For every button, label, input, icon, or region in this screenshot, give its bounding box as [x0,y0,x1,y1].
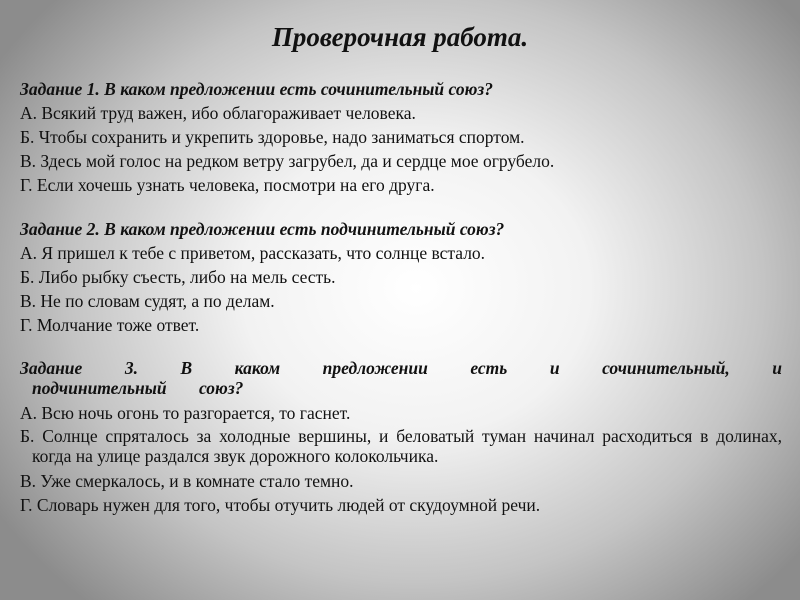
task-option: Г. Если хочешь узнать человека, посмотри на его друга. [20,175,435,195]
task-question: Задание 1. В каком предложении есть сочинительный союз? [20,79,493,99]
task-option: Б. Солнце спряталось за холодные вершины, и беловатый туман начинал расходиться в долинах, когда на улице раздался звук дорожного колокольчика. [20,426,782,466]
task-option: В. Здесь мой голос на редком ветру загрубел, да и сердце мое огрубело. [20,151,555,171]
task-option: А. Всякий труд важен, ибо облагораживает человека. [20,103,416,123]
task-question: Задание 2. В каком предложении есть подчинительный союз? [20,219,505,239]
slide-content [20,78,782,518]
task-question: Задание 3. В каком предложении есть и сочинительный, и подчинительный союз? [20,358,782,398]
task-option: В. Уже смеркалось, и в комнате стало темно. [20,471,354,491]
task-option: А. Всю ночь огонь то разгорается, то гаснет. [20,403,351,423]
task-option: А. Я пришел к тебе с приветом, рассказать, что солнце встало. [20,243,486,263]
task-option: Г. Словарь нужен для того, чтобы отучить людей от скудоумной речи. [20,495,541,515]
task-1 [20,78,782,198]
task-option: В. Не по словам судят, а по делам. [20,291,275,311]
task-option: Б. Чтобы сохранить и укрепить здоровье, надо заниматься спортом. [20,127,525,147]
task-3 [20,358,782,518]
task-option: Б. Либо рыбку съесть, либо на мель сесть. [20,267,336,287]
task-option: Г. Молчание тоже ответ. [20,315,200,335]
slide-title: Проверочная работа. [271,22,529,52]
task-2 [20,218,782,338]
